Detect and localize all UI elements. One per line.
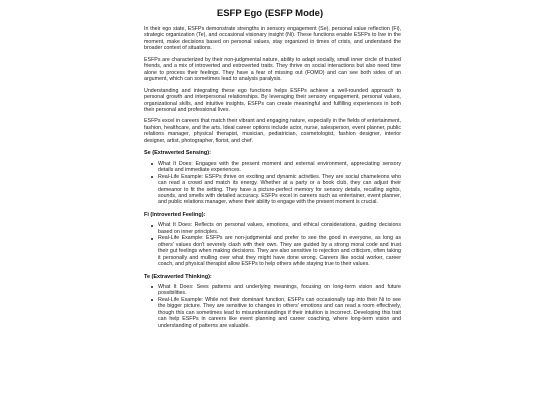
document-body (144, 26, 401, 334)
section-heading-se: Se (Extraverted Sensing): (144, 150, 211, 157)
list-item: What It Does: Sees patterns and underlying meanings, focusing on long-term vision and future possibilities. (158, 283, 401, 297)
intro-paragraph: ESFPs are characterized by their non-judgmental nature, ability to adapt socially, small inner circle of trusted friends, and a mix of introverted and extroverted traits. They thrive on social interactions but also need time alone to process their feelings. They have a fear of missing out (FOMO) and can see both sides of an argument, which can sometimes lead to analysis paralysis. (144, 56, 401, 83)
list-item: Real-Life Example: ESFPs are non-judgmental and prefer to see the good in everyone, as long as others' values don't severely clash with their own. They are guided by a strong moral code and trust their gut feelings when making decisions. They are also sensitive to rejection and criticism, often taking it personally and mulling over what they might have done wrong. Careers like social worker, career coach, and physical therapist allow ESFPs to help others while staying true to their values. (158, 235, 401, 268)
section-list-se (144, 161, 401, 206)
list-item: What It Does: Engages with the present moment and external environment, appreciating sensory details and immediate experiences. (158, 160, 401, 174)
list-item: What It Does: Reflects on personal values, emotions, and ethical considerations, guiding decisions based on inner principles. (158, 222, 401, 235)
document-title: ESFP Ego (ESFP Mode) (216, 8, 324, 19)
intro-paragraph: In their ego state, ESFPs demonstrate strengths in sensory engagement (Se), personal value reflection (Fi), strategic organization (Te), and occasional visionary insight (Ni). These functions enable ESFPs to live in the moment, make decisions based on personal values, stay organized in times of crisis, and understand the broader context of situations. (144, 26, 401, 52)
section-list-fi (144, 222, 401, 267)
list-item: Real-Life Example: ESFPs thrive on exciting and dynamic activities. They are social chameleons who can read a crowd and match its energy. Whether at a party or a book club, they can adjust their demeanor to fit the setting. They have a picture-perfect memory for sensory details, recalling sights, sounds, and smells with detailed accuracy. ESFPs excel in careers such as entertainer, event planner, and public relations manager, where their ability to engage with the present moment is crucial. (158, 173, 401, 206)
section-heading-fi: Fi (Introverted Feeling): (144, 211, 206, 218)
section-list-te (144, 284, 401, 329)
list-item: Real-Life Example: While not their dominant function, ESFPs can occasionally tap into their Ni to see the bigger picture. They are sensitive to changes in others' emotions and can read a room effectively, though this can sometimes lead to misunderstandings if their intuition is incorrect. Developing this trait can help ESFPs in careers like event planning and career coaching, where long-term vision and understanding of patterns are valuable. (158, 296, 401, 329)
intro-paragraph: Understanding and integrating these ego functions helps ESFPs achieve a well-rounded approach to personal growth and interpersonal relationships. By leveraging their sensory engagement, personal values, organizational skills, and intuitive insights, ESFPs can create meaningful and fulfilling experiences in both their personal and professional lives. (144, 87, 401, 113)
intro-paragraph: ESFPs excel in careers that match their vibrant and engaging nature, especially in the fields of entertainment, fashion, healthcare, and the arts. Ideal career options include actor, nurse, salesperson, event planner, public relations manager, physical therapist, musician, pediatrician, cosmetologist, fashion designer, interior designer, artist, photographer, florist, and chef. (144, 118, 401, 144)
section-heading-te: Te (Extraverted Thinking): (144, 273, 212, 280)
